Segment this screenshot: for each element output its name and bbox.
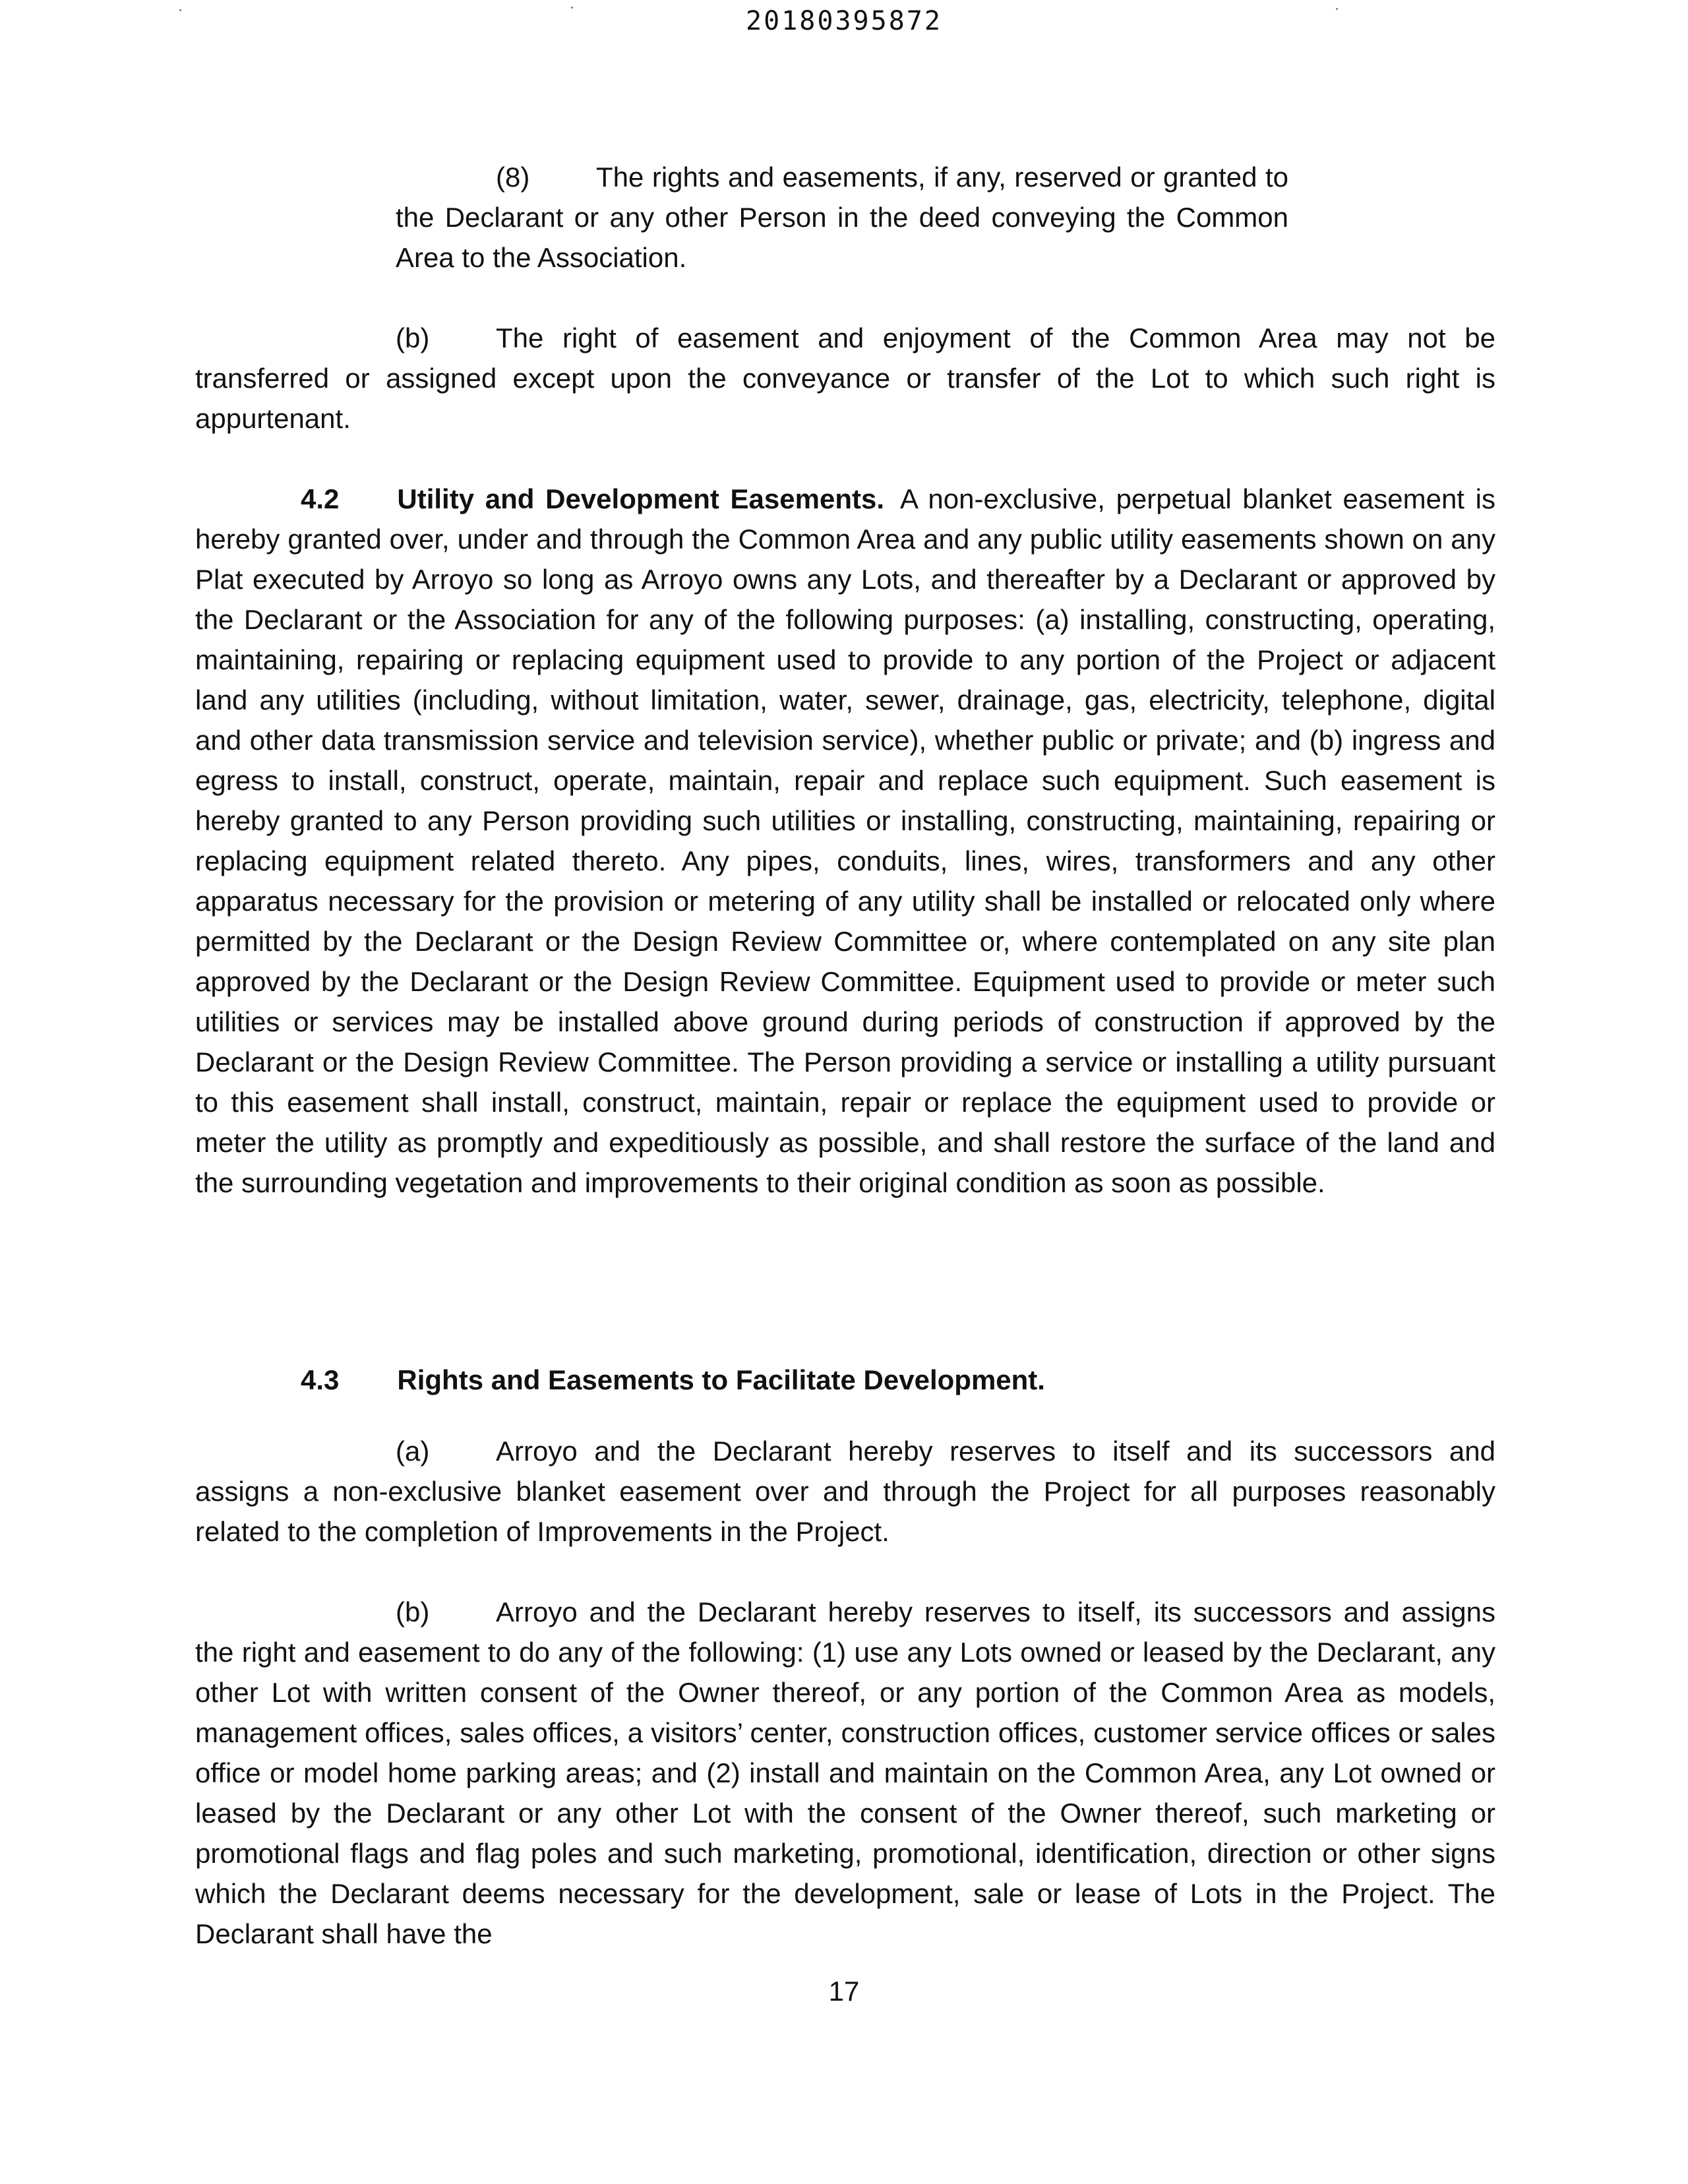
section-4-3-title: Rights and Easements to Facilitate Development.	[397, 1364, 1045, 1395]
paragraph-b2-label: (b)	[396, 1596, 430, 1627]
document-number: 20180395872	[746, 6, 942, 36]
paragraph-a-label: (a)	[396, 1436, 430, 1467]
paragraph-b-transfer	[195, 318, 1495, 439]
paragraph-8	[396, 157, 1288, 278]
section-4-2	[195, 479, 1495, 1203]
page-number: 17	[828, 1976, 860, 2007]
paragraph-b-text: The right of easement and enjoyment of the Common Area may not be transferred or assigned except upon the conveyance or transfer of the Lot to which such right is appurtenant.	[195, 322, 1495, 434]
paragraph-b2-text: Arroyo and the Declarant hereby reserves to itself, its successors and assigns the right and easement to do any of the following: (1) use any Lots owned or leased by the Declarant, any other Lot with written consent of the Owner thereof, or any portion of the Common Area as models, management offices, sales offices, a visitors’ center, construction offices, customer service offices or sales office or model home parking areas; and (2) install and maintain on the Common Area, any Lot owned or leased by the Declarant or any other Lot with the consent of the Owner thereof, such marketing or promotional flags and flag poles and such marketing, promotional, identification, direction or other signs which the Declarant deems necessary for the development, sale or lease of Lots in the Project. The Declarant shall have the	[195, 1596, 1495, 1949]
paragraph-8-text: The rights and easements, if any, reserved or granted to the Declarant or any other Person in the deed conveying the Common Area to the Association.	[396, 162, 1288, 273]
paragraph-8-label: (8)	[496, 162, 530, 193]
paragraph-a-easement	[195, 1431, 1495, 1552]
section-4-2-text: A non-exclusive, perpetual blanket easement is hereby granted over, under and through the Common Area and any public utility easements shown on any Plat executed by Arroyo so long as Arroyo owns any Lots, and thereafter by a Declarant or approved by the Declarant or the Association for any of the following purposes: (a) installing, constructing, operating, maintaining, repairing or replacing equipment used to provide to any portion of the Project or adjacent land any utilities (including, without limitation, water, sewer, drainage, gas, electricity, telephone, digital and other data transmission service and television service), whether public or private; and (b) ingress and egress to install, construct, operate, maintain, repair and replace such equipment. Such easement is hereby granted to any Person providing such utilities or installing, constructing, maintaining, repairing or replacing equipment related thereto. Any pipes, conduits, lines, wires, transformers and any other apparatus necessary for the provision or metering of any utility shall be installed or relocated only where permitted by the Declarant or the Design Review Committee or, where contemplated on any site plan approved by the Declarant or the Design Review Committee. Equipment used to provide or meter such utilities or services may be installed above ground during periods of construction if approved by the Declarant or the Design Review Committee. The Person providing a service or installing a utility pursuant to this easement shall install, construct, maintain, repair or replace the equipment used to provide or meter the utility as promptly and expeditiously as possible, and shall restore the surface of the land and the surrounding vegetation and improvements to their original condition as soon as possible.	[195, 483, 1495, 1198]
section-4-2-number: 4.2	[301, 483, 340, 514]
section-4-3-number: 4.3	[301, 1364, 340, 1395]
paragraph-a-text: Arroyo and the Declarant hereby reserves to itself and its successors and assigns a non-exclusive blanket easement over and through the Project for all purposes reasonably related to the completion of Improvements in the Project.	[195, 1436, 1495, 1547]
paragraph-b-rights	[195, 1592, 1495, 1954]
section-4-3-heading	[195, 1360, 1495, 1400]
section-4-2-title: Utility and Development Easements.	[397, 483, 885, 514]
paragraph-b-label: (b)	[396, 322, 430, 353]
